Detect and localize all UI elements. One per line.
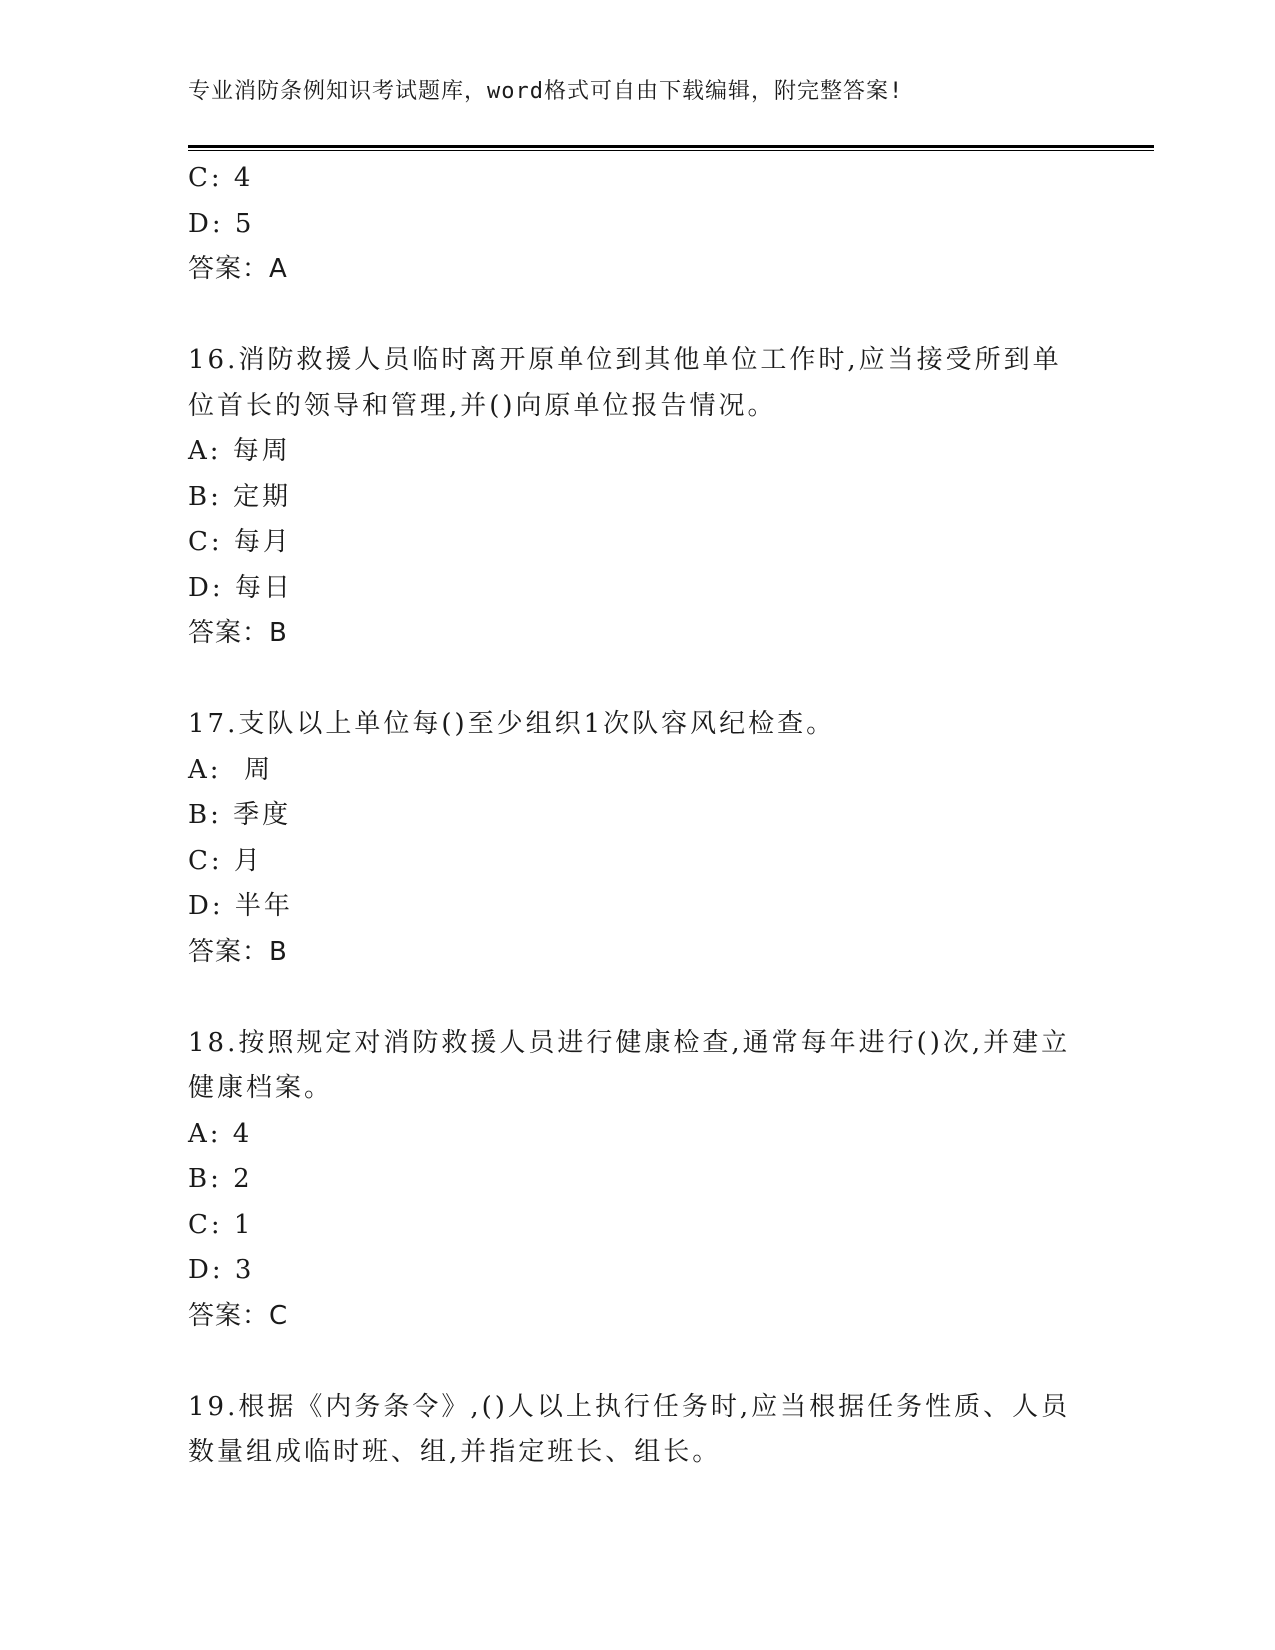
option-d: D: 3: [188, 1255, 255, 1285]
question-16: [188, 338, 1154, 657]
option-c: C: 1: [188, 1209, 254, 1240]
header-rule-thin: [188, 150, 1154, 151]
option-a: A: 4: [188, 1118, 253, 1149]
page-header: 专业消防条例知识考试题库，word格式可自由下载编辑，附完整答案!: [188, 79, 904, 104]
option: C: 4: [188, 163, 254, 193]
question-stem: 19.根据《内务条令》,()人以上执行任务时,应当根据任务性质、人员: [188, 1391, 1071, 1422]
question-17: [188, 702, 1154, 975]
option-a: A: 周: [188, 754, 274, 785]
answer: 答案：C: [188, 1300, 289, 1331]
question-stem: 健康档案。: [188, 1073, 334, 1103]
option-b: B: 2: [188, 1164, 253, 1194]
answer: 答案：B: [188, 936, 288, 967]
option-d: D: 半年: [188, 891, 293, 921]
answer: 答案：B: [188, 618, 288, 648]
option-c: C: 每月: [188, 527, 292, 557]
option-d: D: 每日: [188, 572, 293, 603]
question-stem: 位首长的领导和管理,并()向原单位报告情况。: [188, 390, 777, 421]
option-c: C: 月: [188, 845, 263, 876]
question-stem: 18.按照规定对消防救援人员进行健康检查,通常每年进行()次,并建立: [188, 1027, 1071, 1058]
question-18: [188, 1021, 1154, 1340]
question-stem: 17.支队以上单位每()至少组织1次队容风纪检查。: [188, 709, 836, 739]
question-19: [188, 1385, 1154, 1476]
answer: 答案：A: [188, 254, 288, 284]
option-b: B: 定期: [188, 481, 292, 512]
question-stem: 16.消防救援人员临时离开原单位到其他单位工作时,应当接受所到单: [188, 345, 1062, 375]
header-rule-thick: [188, 145, 1154, 148]
question-stem: 数量组成临时班、组,并指定班长、组长。: [188, 1437, 722, 1467]
option-a: A: 每周: [188, 436, 291, 466]
option-b: B: 季度: [188, 800, 292, 830]
question-list: [188, 156, 1154, 1476]
option: D: 5: [188, 208, 255, 239]
